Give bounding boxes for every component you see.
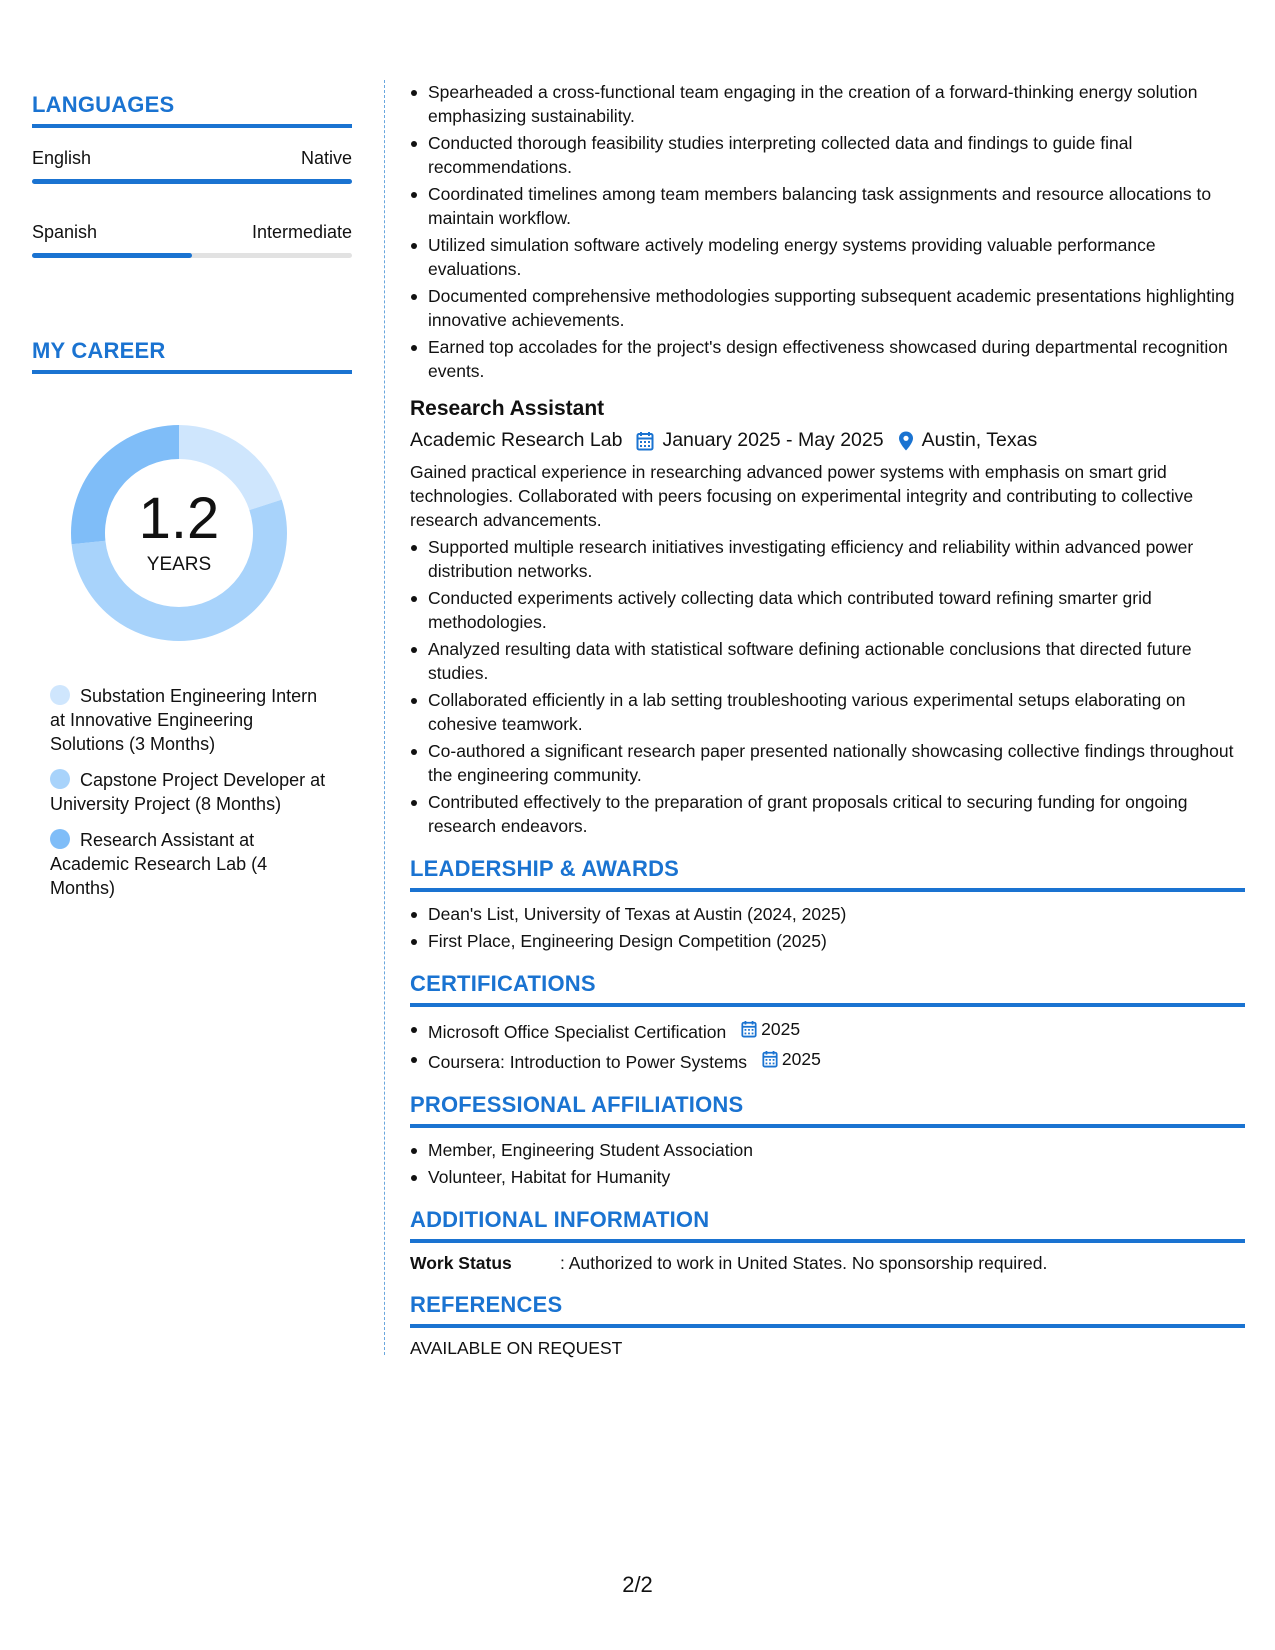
- legend-item: [50, 768, 330, 816]
- language-name: English: [32, 148, 92, 168]
- work-status-value: : Authorized to work in United States. No sponsorship required.: [560, 1253, 1048, 1273]
- career-donut-chart: [64, 418, 294, 648]
- list-item: Conducted experiments actively collecting data which contributed toward refining smarter grid methodologies.: [410, 586, 1245, 634]
- career-unit: YEARS: [146, 554, 212, 575]
- list-item: Collaborated efficiently in a lab setting troubleshooting various experimental setups elaborating on cohesive teamwork.: [410, 688, 1245, 736]
- location-pin-icon: [898, 431, 914, 451]
- affiliations-section: [410, 1092, 1245, 1189]
- cert-name: Microsoft Office Specialist Certification: [428, 1022, 727, 1042]
- calendar-icon: [741, 1020, 757, 1038]
- career-legend: [50, 684, 330, 900]
- job-title: Research Assistant: [410, 397, 605, 420]
- additional-info-title: ADDITIONAL INFORMATION: [410, 1207, 1245, 1243]
- legend-dot: [50, 829, 70, 849]
- legend-label: Research Assistant at Academic Research Lab (4 Months): [50, 830, 268, 898]
- list-item: Contributed effectively to the preparation of grant proposals critical to securing funding for ongoing research endeavors.: [410, 790, 1245, 838]
- leadership-section: [410, 856, 1245, 953]
- list-item: Spearheaded a cross-functional team engaging in the creation of a forward-thinking energy solution emphasizing sustainability.: [410, 80, 1245, 128]
- language-level: Intermediate: [251, 222, 352, 242]
- page-number: 2/2: [622, 1572, 653, 1597]
- language-item: [32, 222, 352, 258]
- list-item: Volunteer, Habitat for Humanity: [410, 1165, 1245, 1189]
- job-description: Gained practical experience in researching advanced power systems with emphasis on smart grid technologies. Collaborated with peers focusing on experimental integrity and contributing to collective research advancements.: [410, 462, 1194, 530]
- right-column: [410, 80, 1245, 1359]
- cert-name: Coursera: Introduction to Power Systems: [428, 1052, 748, 1072]
- language-name: Spanish: [32, 222, 98, 242]
- cert-year: 2025: [761, 1019, 801, 1039]
- legend-dot: [50, 769, 70, 789]
- list-item: Analyzed resulting data with statistical software defining actionable conclusions that directed future studies.: [410, 637, 1245, 685]
- references-text: AVAILABLE ON REQUEST: [410, 1338, 623, 1358]
- job-dates: January 2025 - May 2025: [662, 429, 884, 451]
- legend-dot: [50, 685, 70, 705]
- language-proficiency-bar: [32, 253, 352, 258]
- list-item: Coordinated timelines among team members balancing task assignments and resource allocations to maintain workflow.: [410, 182, 1245, 230]
- calendar-icon: [762, 1050, 778, 1068]
- list-item: [410, 1017, 1245, 1044]
- list-item: [410, 1047, 1245, 1074]
- calendar-icon: [636, 431, 654, 451]
- additional-info-section: [410, 1207, 1245, 1274]
- legend-label: Substation Engineering Intern at Innovative Engineering Solutions (3 Months): [50, 686, 318, 754]
- job-entry: [410, 397, 1245, 838]
- legend-item: [50, 828, 330, 900]
- legend-label: Capstone Project Developer at University Project (8 Months): [50, 770, 326, 814]
- column-divider: [384, 80, 385, 1355]
- language-proficiency-bar: [32, 179, 352, 184]
- career-section: [32, 338, 352, 900]
- job-bullets: [410, 535, 1245, 838]
- previous-job-bullets: [410, 80, 1245, 383]
- job-company: Academic Research Lab: [410, 429, 623, 451]
- job-meta: [410, 429, 1245, 452]
- cert-year: 2025: [781, 1049, 821, 1069]
- career-title: MY CAREER: [32, 338, 352, 374]
- language-level: Native: [300, 148, 352, 168]
- list-item: Conducted thorough feasibility studies interpreting collected data and findings to guide final recommendations.: [410, 131, 1245, 179]
- list-item: Member, Engineering Student Association: [410, 1138, 1245, 1162]
- list-item: Earned top accolades for the project's design effectiveness showcased during departmental recognition events.: [410, 335, 1245, 383]
- left-column: [32, 92, 352, 912]
- legend-item: [50, 684, 330, 756]
- list-item: Dean's List, University of Texas at Austin (2024, 2025): [410, 902, 1245, 926]
- languages-section: [32, 92, 352, 258]
- list-item: Co-authored a significant research paper presented nationally showcasing collective findings throughout the engineering community.: [410, 739, 1245, 787]
- languages-title: LANGUAGES: [32, 92, 352, 128]
- career-total: 1.2: [138, 486, 220, 551]
- list-item: Utilized simulation software actively modeling energy systems providing valuable performance evaluations.: [410, 233, 1245, 281]
- list-item: Documented comprehensive methodologies supporting subsequent academic presentations highlighting innovative achievements.: [410, 284, 1245, 332]
- affiliations-title: PROFESSIONAL AFFILIATIONS: [410, 1092, 1245, 1128]
- language-item: [32, 148, 352, 184]
- list-item: Supported multiple research initiatives investigating efficiency and reliability within advanced power distribution networks.: [410, 535, 1245, 583]
- references-section: [410, 1292, 1245, 1359]
- leadership-title: LEADERSHIP & AWARDS: [410, 856, 1245, 892]
- list-item: First Place, Engineering Design Competition (2025): [410, 929, 1245, 953]
- references-title: REFERENCES: [410, 1292, 1245, 1328]
- certifications-title: CERTIFICATIONS: [410, 971, 1245, 1007]
- work-status-row: [410, 1253, 1245, 1274]
- job-location: Austin, Texas: [921, 429, 1038, 451]
- work-status-label: Work Status: [410, 1253, 512, 1273]
- certifications-section: [410, 971, 1245, 1074]
